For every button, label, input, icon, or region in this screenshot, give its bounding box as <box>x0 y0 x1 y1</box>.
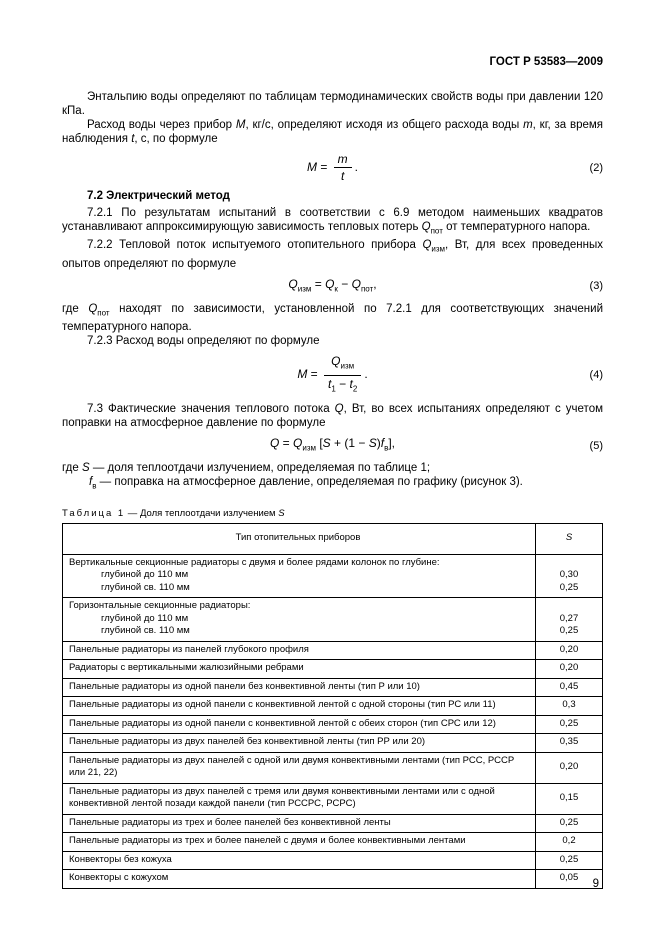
text-run: ], <box>388 436 395 451</box>
device-type-line: глубиной до 110 мм <box>101 612 189 624</box>
s-value: 0,25 <box>559 717 579 729</box>
device-type-cell <box>63 598 536 641</box>
equation <box>288 277 376 291</box>
device-type-cell <box>63 870 536 888</box>
s-value: 0,35 <box>559 736 579 748</box>
paragraph-7-2-2 <box>62 238 603 270</box>
text-run: = <box>316 159 331 174</box>
device-type-cell <box>63 784 536 814</box>
variable: f <box>380 436 385 451</box>
s-value: 0,2 <box>562 835 576 847</box>
device-type-line: Панельные радиаторы из одной панели без конвективной ленты (тип Р или 10) <box>69 680 420 692</box>
text-run: . <box>364 367 368 382</box>
formula-4 <box>62 354 603 396</box>
variable-Q: Q <box>422 239 432 252</box>
s-value: 0,20 <box>559 761 579 772</box>
device-type-line: глубиной до 110 мм <box>101 569 189 581</box>
text-run: — поправка на атмосферное давление, определяемая по графику (рисунок 3). <box>96 476 523 489</box>
variable: M <box>306 159 317 174</box>
table-row <box>63 784 602 815</box>
variable: S <box>368 436 377 451</box>
formula-number: (3) <box>589 280 603 293</box>
table-row <box>63 598 602 642</box>
variable-f: f <box>89 476 93 489</box>
text-run: от температурного напора. <box>442 221 591 233</box>
formula-2 <box>62 152 603 183</box>
device-type-cell <box>63 660 536 678</box>
device-type-line: Панельные радиаторы из трех и более панелей без конвективной ленты <box>69 816 391 828</box>
text-run: 7.2.1 По результатам испытаний в соответствии с 6.9 методом наименьших квадратов устанавливают аппроксимирующую зависимость тепловых потерь <box>62 207 603 233</box>
device-type-cell <box>63 852 536 870</box>
device-type-cell <box>63 716 536 734</box>
subscript: изм <box>302 443 316 453</box>
paragraph-where-3 <box>62 302 603 334</box>
subscript: изм <box>431 244 446 254</box>
device-type-line: Панельные радиаторы из двух панелей без конвективной ленты (тип РР или 20) <box>69 736 426 748</box>
text-run: . <box>354 159 359 174</box>
text-run: , кг, за время наблюдения <box>62 119 603 145</box>
table-row <box>63 815 602 834</box>
s-value: 0,25 <box>559 581 579 593</box>
denominator: $t_1 - t_2$ <box>328 376 358 394</box>
device-type-cell <box>63 555 536 598</box>
variable: S <box>322 436 331 451</box>
text-run: , кг/с, определяют исходя из общего расхода воды <box>245 119 524 131</box>
formula-3 <box>62 277 603 296</box>
table-row <box>63 660 602 679</box>
text-run: , с, по формуле <box>134 133 218 145</box>
page-number: 9 <box>592 878 599 890</box>
device-type-line: Панельные радиаторы из трех и более панелей с двумя и более конвективными лентами <box>69 835 466 847</box>
table-row <box>63 642 602 661</box>
text-run: [ <box>316 436 323 451</box>
s-value: 0,3 <box>562 699 576 711</box>
text-run: , <box>373 276 377 291</box>
table-row <box>63 697 602 716</box>
paragraph-enthalpy: Энтальпию воды определяют по таблицам термодинамических свойств воды при давлении 120 кПа. <box>62 91 603 117</box>
table-header-row <box>63 524 602 555</box>
paragraph-where-5-s <box>62 461 603 475</box>
device-type-cell <box>63 815 536 833</box>
subscript: пот <box>97 308 110 318</box>
device-type-line: Панельные радиаторы из одной панели с конвективной лентой с обеих сторон (тип СРС или 12) <box>69 717 496 729</box>
table-row <box>63 852 602 871</box>
text-run: = <box>311 276 326 291</box>
device-type-cell <box>63 833 536 851</box>
formula-number: (4) <box>589 369 603 382</box>
s-value: 0,20 <box>559 662 579 674</box>
text-run: находят по зависимости, установленной по 7.2.1 для соответствующих значений температурного напора. <box>62 302 604 334</box>
table-row <box>63 555 602 599</box>
variable-S: S <box>81 462 90 475</box>
table-row <box>63 833 602 852</box>
table-body <box>63 555 602 888</box>
formula-number: (2) <box>589 161 603 174</box>
s-value: 0,45 <box>559 680 579 692</box>
s-value: 0,25 <box>559 816 579 828</box>
s-value: 0,27 <box>559 612 579 624</box>
formula-5 <box>62 436 603 455</box>
table-row <box>63 870 602 888</box>
s-value: 0,25 <box>559 853 579 865</box>
s-value-cell <box>536 815 602 833</box>
s-value: 0,05 <box>559 872 579 884</box>
text-run: = <box>307 367 322 382</box>
s-value-cell <box>536 716 602 734</box>
variable: Q <box>325 276 335 291</box>
text-run: 7.3 Фактические значения теплового потока <box>87 403 335 416</box>
variable: Q <box>269 436 280 451</box>
device-type-line: Панельные радиаторы из двух панелей с тремя или двумя конвективными лентами или с одной конвективной лентой позади каждой панели (тип РССРС, РСРС) <box>69 785 495 810</box>
s-value-cell <box>536 784 602 814</box>
paragraph-7-2-3: 7.2.3 Расход воды определяют по формуле <box>87 335 320 348</box>
table-caption-variable: S <box>278 507 285 519</box>
numerator: $Q_{изм}$ <box>324 354 361 375</box>
table-caption-label: Таблица 1 <box>62 507 126 519</box>
device-type-line: Вертикальные секционные радиаторы с двумя и более рядами колонок по глубине: <box>69 556 440 568</box>
formula-number: (5) <box>589 439 603 452</box>
table-row <box>63 734 602 753</box>
doc-number: ГОСТ Р 53583—2009 <box>489 56 603 68</box>
subscript: в <box>92 481 97 491</box>
subscript: в <box>384 443 389 453</box>
numerator: m <box>334 152 352 168</box>
variable-Q: Q <box>334 403 344 416</box>
subscript: к <box>334 283 338 293</box>
s-value: 0,25 <box>559 625 579 637</box>
device-type-line: Панельные радиаторы из панелей глубокого профиля <box>69 643 309 655</box>
device-type-line: Панельные радиаторы из одной панели с конвективной лентой с одной стороны (тип РС или 11) <box>69 699 496 711</box>
s-value-cell <box>536 753 602 783</box>
device-type-line: Панельные радиаторы из двух панелей с одной или двумя конвективными лентами (тип РСС, РССР или 21, 22) <box>69 754 515 779</box>
paragraph-7-2-1 <box>62 206 603 238</box>
s-value-cell <box>536 598 602 641</box>
text-run: ) <box>376 436 381 451</box>
s-value <box>538 557 600 570</box>
equation <box>306 152 359 183</box>
text-run: Расход воды через прибор <box>87 119 236 131</box>
variable-M: M <box>235 119 246 131</box>
paragraph-7-3 <box>62 402 603 430</box>
text-run: + (1 − <box>330 436 369 451</box>
variable-m: m <box>523 119 533 131</box>
device-type-line: Горизонтальные секционные радиаторы: <box>69 600 251 612</box>
section-heading-7-2: 7.2 Электрический метод <box>87 190 230 202</box>
s-value-cell <box>536 833 602 851</box>
variable: Q <box>288 276 298 291</box>
device-type-cell <box>63 753 536 783</box>
text-run: , Вт, во всех испытаниях определяют с учетом поправки на атмосферное давление по формуле <box>62 403 604 430</box>
s-value-cell <box>536 852 602 870</box>
device-type-line: Конвекторы с кожухом <box>69 872 169 884</box>
s-value: 0,20 <box>559 643 579 655</box>
variable-Q: Q <box>421 221 431 233</box>
s-value <box>538 600 600 613</box>
table-caption <box>62 508 603 519</box>
subscript: пот <box>360 283 374 293</box>
equation <box>269 436 395 453</box>
table-1 <box>62 523 603 889</box>
s-value-cell <box>536 679 602 697</box>
device-type-cell <box>63 679 536 697</box>
text-run: 7.2.2 Тепловой поток испытуемого отопительного прибора <box>87 239 423 252</box>
table-row <box>63 679 602 698</box>
fraction <box>324 354 361 396</box>
s-value-cell <box>536 660 602 678</box>
variable-t: t <box>131 133 135 145</box>
s-value-cell <box>536 642 602 660</box>
device-type-cell <box>63 697 536 715</box>
s-value-cell <box>536 734 602 752</box>
device-type-line: Конвекторы без кожуха <box>69 853 172 865</box>
text-run: − <box>337 276 352 291</box>
paragraph-flow-rate <box>62 118 603 146</box>
variable-Q: Q <box>88 302 98 315</box>
s-value: 0,15 <box>559 792 579 803</box>
device-type-line: глубиной св. 110 мм <box>101 581 190 593</box>
column-header-s: S <box>565 532 573 543</box>
variable: Q <box>351 276 361 291</box>
paragraph-where-5-f <box>62 475 603 493</box>
variable: M <box>297 367 308 382</box>
equation <box>297 354 368 394</box>
fraction <box>334 152 352 183</box>
device-type-line: глубиной св. 110 мм <box>101 625 190 637</box>
s-value-cell <box>536 555 602 598</box>
s-value-cell <box>536 697 602 715</box>
device-type-cell <box>63 642 536 660</box>
doc-header <box>62 56 603 68</box>
text-run: где <box>62 302 89 315</box>
s-value: 0,30 <box>559 569 579 581</box>
device-type-cell <box>63 734 536 752</box>
column-header-type: Тип отопительных приборов <box>63 524 536 554</box>
text-run: , Вт, для всех проведенных опытов определяют по формуле <box>62 239 603 270</box>
text-run: где <box>62 462 82 475</box>
variable: Q <box>293 436 303 451</box>
subscript: изм <box>297 283 312 293</box>
text-run: = <box>279 436 294 451</box>
subscript: пот <box>430 226 443 236</box>
device-type-line: Радиаторы с вертикальными жалюзийными ребрами <box>69 662 304 674</box>
table-row <box>63 753 602 784</box>
text-run: — доля теплоотдачи излучением, определяемая по таблице 1; <box>89 462 431 475</box>
table-row <box>63 716 602 735</box>
table-caption-text: — Доля теплоотдачи излучением <box>125 507 279 519</box>
denominator: t <box>341 169 345 183</box>
